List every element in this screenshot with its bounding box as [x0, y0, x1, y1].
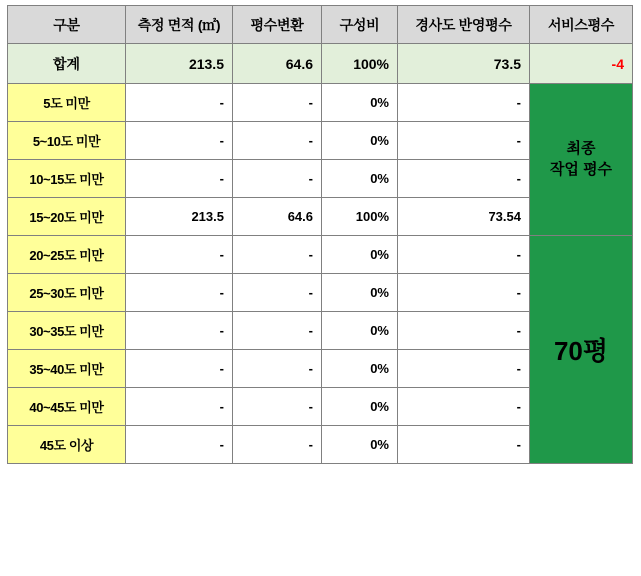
cell-measured-area: 213.5 — [126, 198, 233, 236]
cell-composition-ratio: 0% — [322, 236, 398, 274]
column-header-pyeong-conversion: 평수변환 — [233, 6, 322, 44]
cell-pyeong-conversion: - — [233, 84, 322, 122]
cell-pyeong-conversion: - — [233, 388, 322, 426]
row-label-15-20: 15~20도 미만 — [8, 198, 126, 236]
cell-slope-adjusted-pyeong: - — [398, 350, 530, 388]
column-header-composition-ratio: 구성비 — [322, 6, 398, 44]
cell-pyeong-conversion: - — [233, 350, 322, 388]
cell-slope-adjusted-pyeong: - — [398, 426, 530, 464]
cell-slope-adjusted-pyeong: - — [398, 312, 530, 350]
cell-pyeong-conversion: - — [233, 122, 322, 160]
cell-pyeong-conversion: - — [233, 236, 322, 274]
total-measured-area: 213.5 — [126, 44, 233, 84]
cell-slope-adjusted-pyeong: - — [398, 388, 530, 426]
cell-pyeong-conversion: 64.6 — [233, 198, 322, 236]
table-row-total — [8, 44, 633, 84]
row-label-30-35: 30~35도 미만 — [8, 312, 126, 350]
row-label-under-5: 5도 미만 — [8, 84, 126, 122]
row-label-35-40: 35~40도 미만 — [8, 350, 126, 388]
column-header-slope-adjusted-pyeong: 경사도 반영평수 — [398, 6, 530, 44]
cell-composition-ratio: 0% — [322, 160, 398, 198]
cell-composition-ratio: 0% — [322, 122, 398, 160]
cell-composition-ratio: 0% — [322, 426, 398, 464]
cell-composition-ratio: 0% — [322, 388, 398, 426]
cell-measured-area: - — [126, 274, 233, 312]
cell-slope-adjusted-pyeong: - — [398, 160, 530, 198]
cell-pyeong-conversion: - — [233, 426, 322, 464]
row-label-40-45: 40~45도 미만 — [8, 388, 126, 426]
final-work-pyeong-line2: 작업 평수 — [549, 160, 613, 178]
total-composition-ratio: 100% — [322, 44, 398, 84]
final-work-pyeong-line1: 최종 — [566, 140, 596, 158]
total-pyeong-conversion: 64.6 — [233, 44, 322, 84]
table-body — [8, 44, 633, 464]
row-label-20-25: 20~25도 미만 — [8, 236, 126, 274]
column-header-category: 구분 — [8, 6, 126, 44]
row-label-25-30: 25~30도 미만 — [8, 274, 126, 312]
result-service-pyeong-cell: 70평 — [530, 236, 633, 464]
cell-measured-area: - — [126, 236, 233, 274]
column-header-service-pyeong: 서비스평수 — [530, 6, 633, 44]
cell-pyeong-conversion: - — [233, 312, 322, 350]
table-row — [8, 236, 633, 274]
cell-composition-ratio: 100% — [322, 198, 398, 236]
row-label-5-10: 5~10도 미만 — [8, 122, 126, 160]
total-slope-adjusted-pyeong: 73.5 — [398, 44, 530, 84]
cell-measured-area: - — [126, 350, 233, 388]
cell-composition-ratio: 0% — [322, 84, 398, 122]
cell-composition-ratio: 0% — [322, 274, 398, 312]
cell-measured-area: - — [126, 312, 233, 350]
cell-composition-ratio: 0% — [322, 312, 398, 350]
total-label: 합계 — [8, 44, 126, 84]
table-row — [8, 84, 633, 122]
slope-area-table — [7, 5, 633, 464]
cell-pyeong-conversion: - — [233, 160, 322, 198]
cell-measured-area: - — [126, 426, 233, 464]
header-row — [8, 6, 633, 44]
slope-area-table-sheet — [7, 5, 632, 464]
row-label-over-45: 45도 이상 — [8, 426, 126, 464]
row-label-10-15: 10~15도 미만 — [8, 160, 126, 198]
cell-slope-adjusted-pyeong: - — [398, 122, 530, 160]
final-work-pyeong-label-cell — [530, 84, 633, 236]
cell-composition-ratio: 0% — [322, 350, 398, 388]
cell-measured-area: - — [126, 388, 233, 426]
total-service-pyeong: -4 — [530, 44, 633, 84]
cell-slope-adjusted-pyeong: - — [398, 84, 530, 122]
cell-slope-adjusted-pyeong: - — [398, 236, 530, 274]
table-header — [8, 6, 633, 44]
cell-pyeong-conversion: - — [233, 274, 322, 312]
cell-slope-adjusted-pyeong: - — [398, 274, 530, 312]
column-header-measured-area: 측정 면적 (㎡) — [126, 6, 233, 44]
cell-measured-area: - — [126, 122, 233, 160]
cell-measured-area: - — [126, 84, 233, 122]
cell-slope-adjusted-pyeong: 73.54 — [398, 198, 530, 236]
cell-measured-area: - — [126, 160, 233, 198]
